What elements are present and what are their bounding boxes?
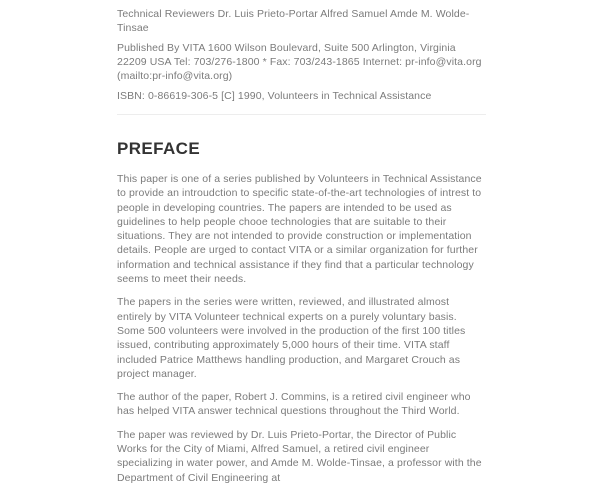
isbn-line: ISBN: 0-86619-306-5 [C] 1990, Volunteers in Technical Assistance [117, 90, 432, 102]
preface-title: PREFACE [117, 139, 201, 158]
technical-reviewers-line: Technical Reviewers Dr. Luis Prieto-Portar Alfred Samuel Amde M. Wolde-Tinsae [117, 8, 470, 34]
preface-paragraph-3: The author of the paper, Robert J. Commins, is a retired civil engineer who has helped VITA answer technical questions throughout the Third World. [117, 391, 471, 418]
preface-paragraph-1: This paper is one of a series published by Volunteers in Technical Assistance to provide an introudction to specific state-of-the-art technologies of intrest to people in developing countries. The papers are intended to be used as guidelines to help people chooe technologies that are suitable to their situations. They are not intended to provide construction or implementation details. People are urged to contact VITA or a similar organization for further information and technical assistance if they find that a particular technology seems to meet their needs. [117, 173, 482, 286]
preface-paragraph-4: The paper was reviewed by Dr. Luis Prieto-Portar, the Director of Public Works for the City of Miami, Alfred Samuel, a retired civil engineer specializing in water power, and Amde M. Wolde-Tinsae, a professor with the Department of Civil Engineering at [117, 428, 482, 484]
preface-section [117, 140, 486, 485]
doc-metadata-header [117, 7, 486, 103]
publisher-contact-line: Published By VITA 1600 Wilson Boulevard, Suite 500 Arlington, Virginia 22209 USA Tel: 703/276-1800 * Fax: 703/243-1865 Internet: pr-info@vita.org (mailto:pr-info@vita.org) [117, 42, 482, 82]
section-divider [117, 114, 486, 115]
preface-paragraph-2: The papers in the series were written, reviewed, and illustrated almost entirely by VITA Volunteer technical experts on a purely voluntary basis. Some 500 volunteers were involved in the production of the first 100 titles issued, contributing approximately 5,000 hours of their time. VITA staff included Patrice Matthews handling production, and Margaret Crouch as project manager. [117, 296, 466, 380]
